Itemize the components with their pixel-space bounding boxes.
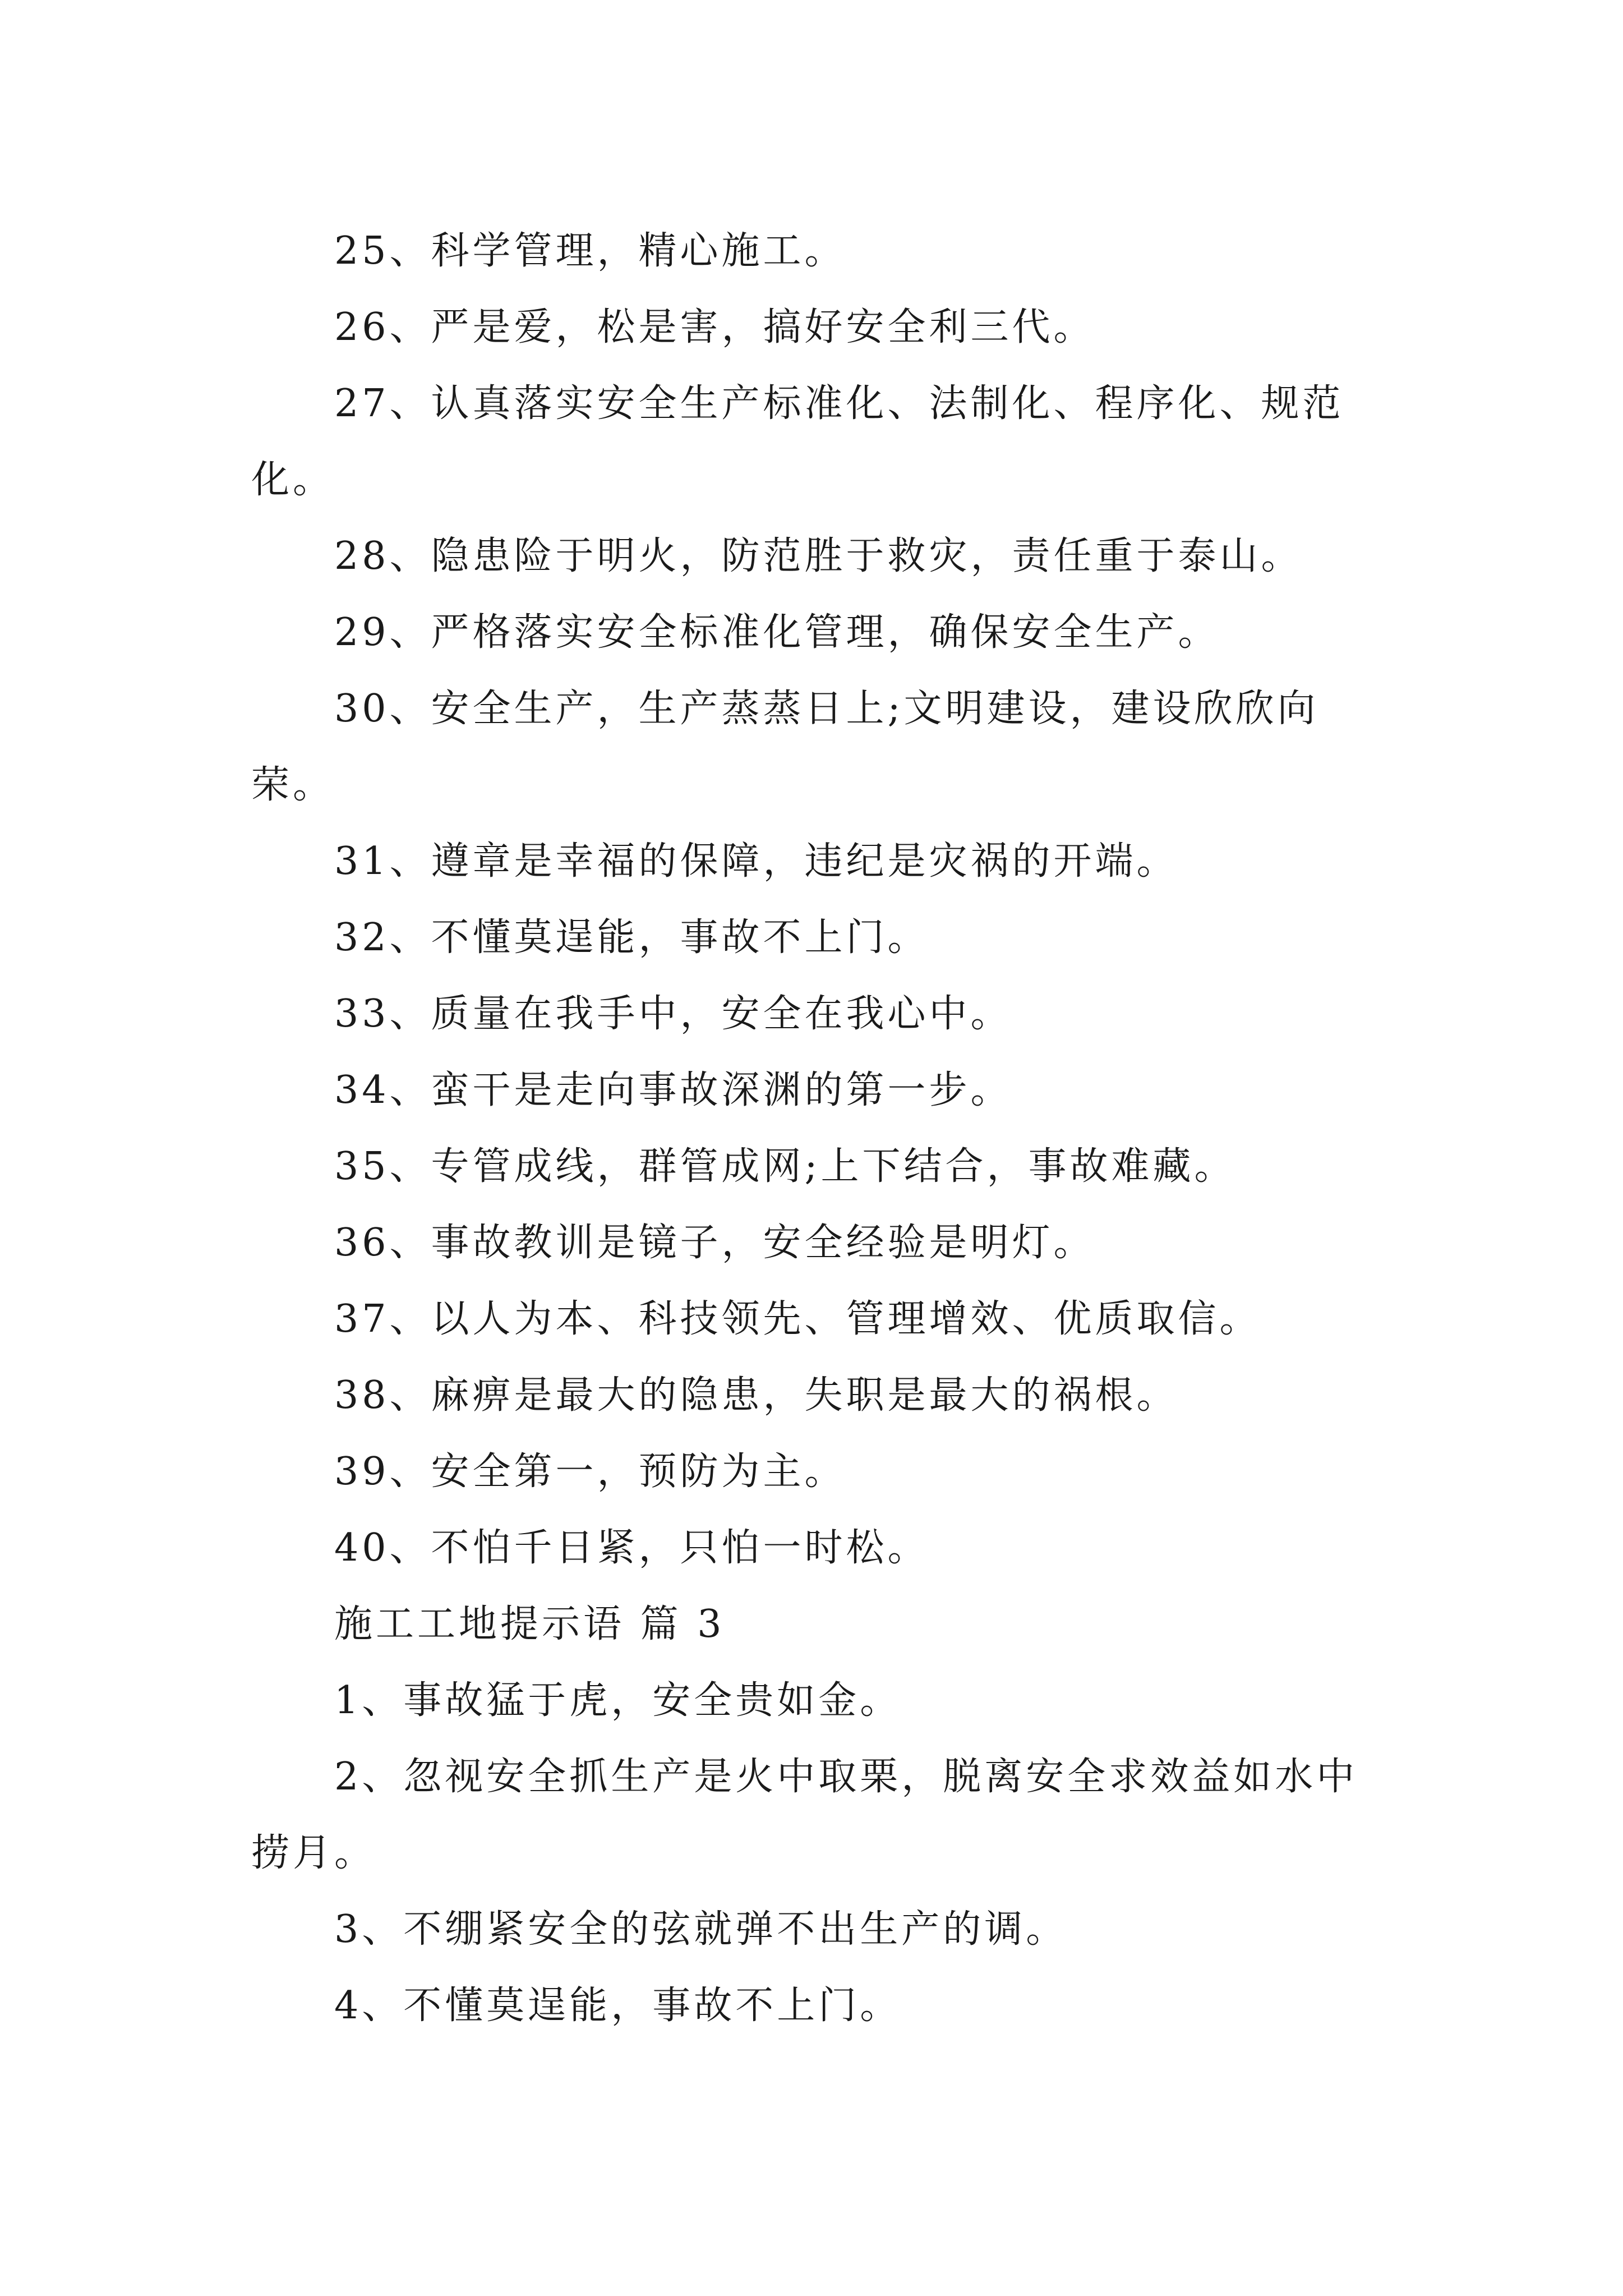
paragraph-35: 35、专管成线，群管成网;上下结合，事故难藏。 [334,1144,1236,1189]
paragraph-26: 26、严是爱，松是害，搞好安全利三代。 [334,305,1095,349]
paragraph-1: 1、事故猛于虎，安全贵如金。 [334,1678,902,1723]
paragraph-28: 28、隐患险于明火，防范胜于救灾，责任重于泰山。 [334,534,1303,578]
section-heading: 施工工地提示语 篇 3 [334,1602,725,1646]
paragraph-38: 38、麻痹是最大的隐患，失职是最大的祸根。 [334,1373,1178,1418]
paragraph-4: 4、不懂莫逞能，事故不上门。 [334,1984,902,2028]
paragraph-29: 29、严格落实安全标准化管理，确保安全生产。 [334,610,1220,655]
paragraph-37: 37、以人为本、科技领先、管理增效、优质取信。 [334,1297,1261,1341]
paragraph-27: 27、认真落实安全生产标准化、法制化、程序化、规范化。 [251,381,1344,502]
paragraph-34: 34、蛮干是走向事故深渊的第一步。 [334,1068,1012,1112]
paragraph-32: 32、不懂莫逞能，事故不上门。 [334,915,929,960]
paragraph-36: 36、事故教训是镜子，安全经验是明灯。 [334,1221,1095,1265]
paragraph-33: 33、质量在我手中，安全在我心中。 [334,992,1012,1036]
paragraph-39: 39、安全第一，预防为主。 [334,1450,846,1494]
paragraph-2: 2、忽视安全抓生产是火中取栗，脱离安全求效益如水中捞月。 [251,1755,1358,1875]
paragraph-3: 3、不绷紧安全的弦就弹不出生产的调。 [334,1907,1068,1952]
paragraph-31: 31、遵章是幸福的保障，违纪是灾祸的开端。 [334,839,1178,884]
paragraph-25: 25、科学管理，精心施工。 [334,229,846,273]
document-body [251,213,1395,2044]
paragraph-30: 30、安全生产，生产蒸蒸日上;文明建设，建设欣欣向荣。 [251,687,1319,807]
paragraph-40: 40、不怕千日紧，只怕一时松。 [334,1526,929,1570]
